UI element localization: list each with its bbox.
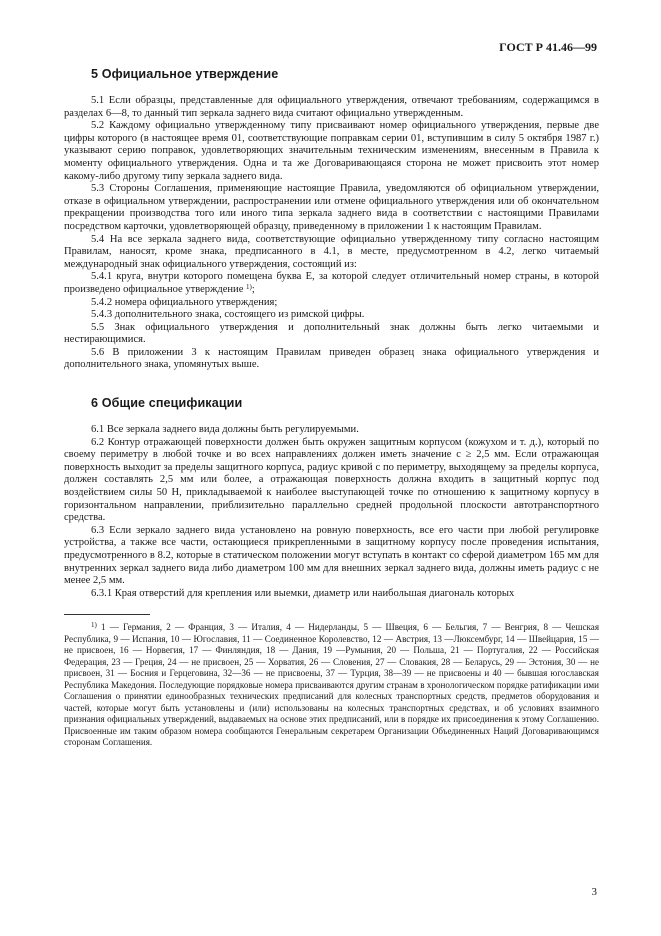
paragraph-5-6: 5.6 В приложении 3 к настоящим Правилам приведен образец знака официального утверждения и дополнительного знака, упомянутых выше. xyxy=(64,346,599,371)
paragraph-5-2: 5.2 Каждому официально утвержденному типу присваивают номер официального утверждения, первые две цифры которого (в настоящее время 01, соответствующие поправкам серии 01, вступившим в силу 5 октября 1987 г.) указывают серию поправок, удовлетворяющих значительным техническим изменениям, внесенным в Правила к моменту официального утверждения. Одна и та же Договаривающаяся сторона не может присвоить этот номер какому-либо другому типу зеркала заднего вида. xyxy=(64,120,599,182)
paragraph-6-1: 6.1 Все зеркала заднего вида должны быть регулируемыми. xyxy=(91,424,359,436)
paragraph-5-4-3: 5.4.3 дополнительного знака, состоящего из римской цифры. xyxy=(91,309,365,321)
paragraph-6-3-1: 6.3.1 Края отверстий для крепления или выемки, диаметр или наибольшая диагональ которых xyxy=(91,587,515,599)
paragraph-5-4-2: 5.4.2 номера официального утверждения; xyxy=(91,296,278,308)
paragraph-5-4-1-end: ; xyxy=(251,283,255,295)
paragraph-5-4: 5.4 На все зеркала заднего вида, соответствующие официально утвержденному типу согласно настоящим Правилам, наносят, кроме знака, предписанного в 4.1, в месте, предусмотренном в 4.2, легко читаемый международный знак официального утверждения, состоящий из: xyxy=(64,233,599,270)
page-number: 3 xyxy=(591,886,597,898)
footnote-ref: 1) xyxy=(246,282,252,291)
footnote-text xyxy=(64,622,599,749)
footnote-marker: 1) xyxy=(91,621,97,630)
page-content xyxy=(64,67,599,749)
standard-header: ГОСТ Р 41.46—99 xyxy=(499,40,597,54)
paragraph-5-5: 5.5 Знак официального утверждения и дополнительный знак должны быть легко читаемыми и нестирающимися. xyxy=(64,321,599,346)
footnote-divider xyxy=(64,614,150,615)
paragraph-5-4-1 xyxy=(64,271,599,296)
section-6-title: 6 Общие спецификации xyxy=(91,396,243,411)
paragraph-6-3: 6.3 Если зеркало заднего вида установлено на ровную поверхность, все его части при любой регулировке устройства, а также все части, остающиеся прикрепленными в защитному корпусу после проведения испытания, предусмотренного в 8.2, которые в статическом положении могут вступать в контакт со сферой диаметром 165 мм для внутренних зеркал заднего вида либо диаметром 100 мм для внешних зеркал заднего вида, должны иметь радиус c не менее 2,5 мм. xyxy=(64,524,599,587)
section-5-title: 5 Официальное утверждение xyxy=(91,67,279,81)
paragraph-6-2: 6.2 Контур отражающей поверхности должен быть окружен защитным корпусом (кожухом и т. д.), который по своему периметру в любой точке и во всех направлениях должен иметь значение c ≥ 2,5 мм. Если отражающая поверхность выходит за пределы защитного корпуса, радиус кривой c по периметру, выходящему за пределы корпуса, должен составлять 2,5 мм или более, а отражающая поверхность должна входить в защитный корпус под воздействием силы 50 Н, прикладываемой к наиболее выступающей точке по отношению к защитному корпусу в горизонтальном направлении, приблизительно параллельно средней продольной плоскости автотранспортного средства. xyxy=(64,436,599,524)
paragraph-5-1: 5.1 Если образцы, представленные для официального утверждения, отвечают требованиям, содержащимся в разделах 6—8, то данный тип зеркала заднего вида считают официально утвержденным. xyxy=(64,95,599,119)
paragraph-5-4-1-text: 5.4.1 круга, внутри которого помещена буква Е, за которой следует отличительный номер страны, в которой произведено официальное утверждение xyxy=(64,271,599,295)
paragraph-5-3: 5.3 Стороны Соглашения, применяющие настоящие Правила, уведомляются об официальном утверждении, отказе в официальном утверждении, распространении или отмене официального утверждения или об окончательном прекращении производства того или иного типа зеркала заднего вида в соответствии с настоящими Правилами посредством карточки, удовлетворяющей образцу, приведенному в приложении 1 к настоящим Правилам. xyxy=(64,183,599,232)
footnote-body: 1 — Германия, 2 — Франция, 3 — Италия, 4 — Нидерланды, 5 — Швеция, 6 — Бельгия, 7 — Венгрия, 8 — Чешская Республика, 9 — Испания, 10 — Югославия, 11 — Соединенное Королевство, 12 — Австрия, 13 —Люксембург, 14 — Швейцария, 15 — не присвоен, 16 — Норвегия, 17 — Финляндия, 18 — Дания, 19 —Румыния, 20 — Польша, 21 — Португалия, 22 — Российская Федерация, 23 — Греция, 24 — не присвоен, 25 — Хорватия, 26 — Словения, 27 — Словакия, 28 — Беларусь, 29 — Эстония, 30 — не присвоен, 31 — Босния и Герцеговина, 32—36 — не присвоены, 37 — Турция, 38—39 — не присвоены и 40 — бывшая югославская Республика Македония. Последующие порядковые номера присваиваются другим странам в хронологическом порядке ратификации ими Соглашения о принятии единообразных технических предписаний для колесных транспортных средств, предметов оборудования и частей, которые могут быть установлены и (или) использованы на колесных транспортных средствах, и об условиях взаимного признания официальных утверждений, выдаваемых на основе этих предписаний, или в порядке их присоединения к этому Соглашению. Присвоенные им таким образом номера сообщаются Генеральным секретарем Организации Объединенных Наций Договаривающимся сторонам Соглашения. xyxy=(64,622,599,748)
footnote xyxy=(64,622,599,749)
